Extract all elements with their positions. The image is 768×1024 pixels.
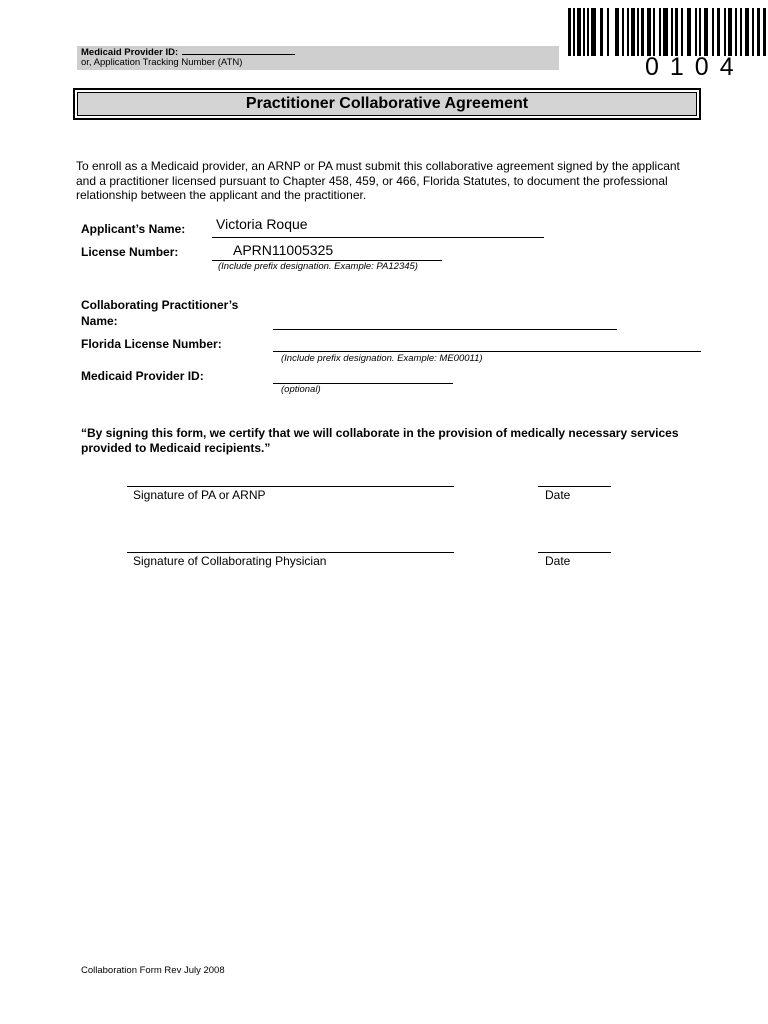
medicaid-id-hint: (optional) [281,384,321,395]
fl-license-hint: (Include prefix designation. Example: ME00011) [281,353,483,364]
title-frame [73,88,701,120]
signature-applicant-line[interactable] [127,486,454,487]
practitioner-name-label-2: Name: [81,314,118,328]
form-revision-footer: Collaboration Form Rev July 2008 [81,965,225,976]
applicant-name-line [212,237,544,238]
provider-id-label: Medicaid Provider ID: [81,47,179,58]
barcode-graphic [567,8,767,56]
certification-statement: “By signing this form, we certify that we will collaborate in the provision of medically necessary services provided to Medicaid recipients.” [81,426,679,455]
license-number-label: License Number: [81,245,179,259]
intro-paragraph: To enroll as a Medicaid provider, an ARNP or PA must submit this collaborative agreement signed by the applicant and a practitioner licensed pursuant to Chapter 458, 459, or 466, Florida Statutes, to document the professional relationship between the applicant and the practitioner. [76,159,680,202]
date-applicant-line[interactable] [538,486,611,487]
practitioner-name-label-1: Collaborating Practitioner’s [81,298,239,312]
license-number-hint: (Include prefix designation. Example: PA12345) [218,261,418,272]
fl-license-label: Florida License Number: [81,337,222,351]
date-applicant-label: Date [545,488,571,502]
license-number-value[interactable]: APRN11005325 [233,242,334,258]
signature-physician-label: Signature of Collaborating Physician [133,554,327,568]
page-title: Practitioner Collaborative Agreement [77,92,697,116]
applicant-name-value[interactable]: Victoria Roque [216,216,308,232]
atn-label: or, Application Tracking Number (ATN) [81,57,243,68]
provider-id-blank[interactable] [182,45,295,55]
signature-physician-line[interactable] [127,552,454,553]
medicaid-id-label: Medicaid Provider ID: [81,369,204,383]
practitioner-name-line [273,329,617,330]
date-physician-label: Date [545,554,571,568]
barcode-number: 0104 [645,53,745,81]
applicant-name-label: Applicant’s Name: [81,222,186,236]
fl-license-line [273,351,701,352]
signature-applicant-label: Signature of PA or ARNP [133,488,266,502]
date-physician-line[interactable] [538,552,611,553]
